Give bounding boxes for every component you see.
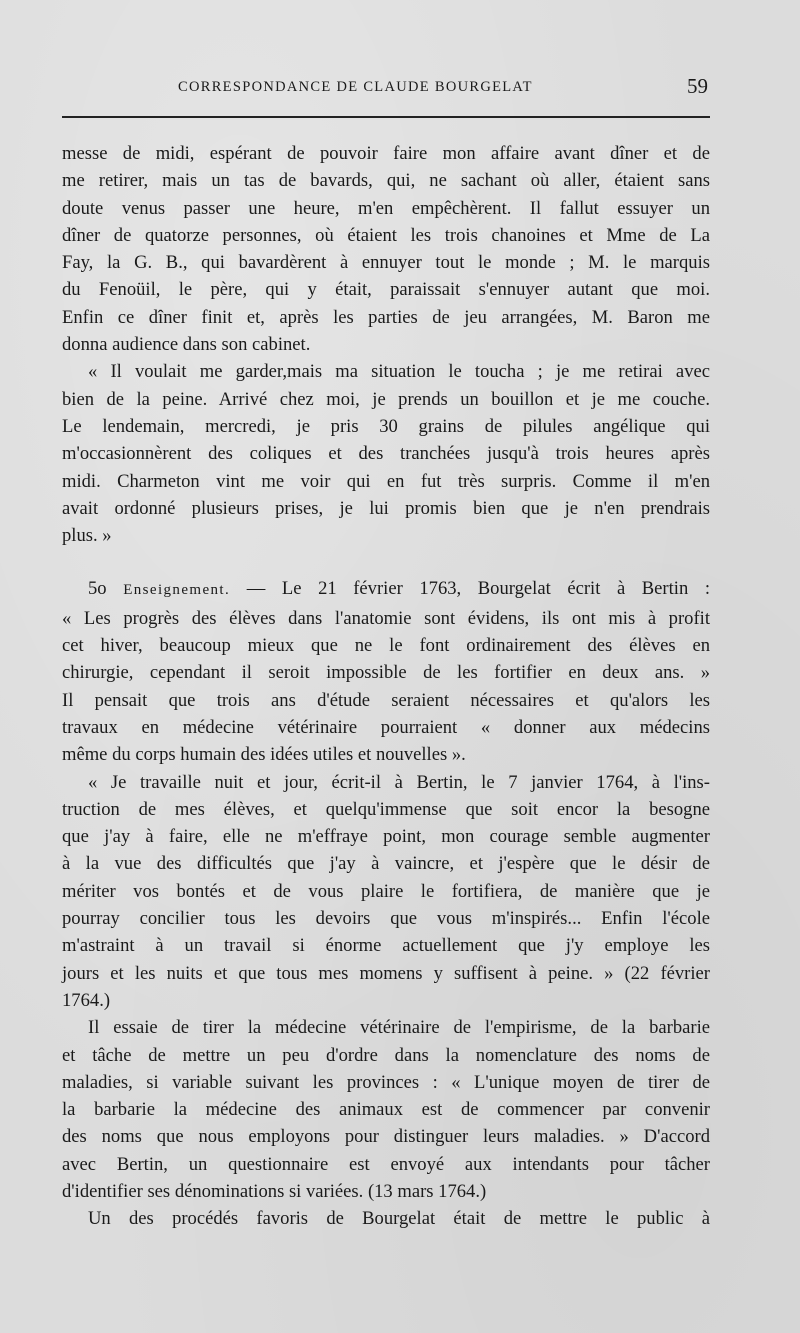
page-header (62, 76, 710, 102)
text-line: « Les progrès des élèves dans l'anatomie sont évidens, ils ont mis à profit (62, 607, 710, 629)
running-title: CORRESPONDANCE DE CLAUDE BOURGELAT (178, 79, 533, 95)
text-line: jours et les nuits et que tous mes momens y suffisent à peine. » (22 février (62, 962, 710, 984)
paragraph-4 (62, 769, 710, 1015)
section-heading: Enseignement. (123, 582, 231, 599)
paragraph-1 (62, 140, 710, 358)
text-line: Un des procédés favoris de Bourgelat était de mettre le public à (88, 1208, 710, 1230)
paragraph-6 (62, 1205, 710, 1232)
text-line: « Il voulait me garder,mais ma situation le toucha ; je me retirai avec (88, 361, 710, 383)
text-line: travaux en médecine vétérinaire pourraient « donner aux médecins (62, 716, 710, 738)
text-line: plus. » (62, 525, 112, 547)
text-line: midi. Charmeton vint me voir qui en fut très surpris. Comme il m'en (62, 470, 710, 492)
text-line: et tâche de mettre un peu d'ordre dans la nomenclature des noms de (62, 1044, 710, 1066)
text-line: la barbarie la médecine des animaux est de commencer par convenir (62, 1099, 710, 1121)
text-line: bien de la peine. Arrivé chez moi, je prends un bouillon et je me couche. (62, 388, 710, 410)
text-line: du Fenoüil, le père, qui y était, paraissait s'ennuyer autant que moi. (62, 279, 710, 301)
header-rule (62, 116, 710, 118)
text-line: 1764.) (62, 989, 111, 1011)
paragraph-5 (62, 1014, 710, 1205)
text-line: maladies, si variable suivant les provinces : « L'unique moyen de tirer de (62, 1071, 710, 1093)
text-line: chirurgie, cependant il seroit impossible de les fortifier en deux ans. » (62, 662, 710, 684)
text-line: me retirer, mais un tas de bavards, qui, ne sachant où aller, étaient sans (62, 170, 710, 192)
text-line: messe de midi, espérant de pouvoir faire mon affaire avant dîner et de (62, 143, 710, 164)
text-line: cet hiver, beaucoup mieux que ne le font ordinairement des élèves en (62, 635, 710, 657)
text-line: Fay, la G. B., qui bavardèrent à ennuyer tout le monde ; M. le marquis (62, 252, 710, 274)
text-line: mériter vos bontés et de vous plaire le fortifiera, de manière que je (62, 880, 710, 902)
text-line: Le lendemain, mercredi, je pris 30 grains de pilules angélique qui (62, 415, 710, 437)
text-line: avec Bertin, un questionnaire est envoyé aux intendants pour tâcher (62, 1153, 710, 1175)
body-text (62, 140, 710, 1233)
paragraph-2 (62, 358, 710, 549)
text-line: Enfin ce dîner finit et, après les parties de jeu arrangées, M. Baron me (62, 306, 710, 328)
text-line: avait ordonné plusieurs prises, je lui promis bien que je n'en prendrais (62, 497, 710, 519)
paragraph-enseignement (62, 575, 710, 768)
text-line: à la vue des difficultés que j'ay à vaincre, et j'espère que le désir de (62, 853, 710, 875)
text-line: m'astraint à un travail si énorme actuellement que j'y employe les (62, 935, 710, 957)
text-line (62, 575, 710, 604)
text-line: des noms que nous employons pour distinguer leurs maladies. » D'accord (62, 1126, 710, 1148)
page-number: 59 (687, 74, 708, 98)
text-line: pourray concilier tous les devoirs que vous m'inspirés... Enfin l'école (62, 908, 710, 930)
section-gap (62, 549, 710, 575)
text-line: que j'ay à faire, elle ne m'effraye point, mon courage semble augmenter (62, 826, 710, 848)
text-line: « Je travaille nuit et jour, écrit-il à Bertin, le 7 janvier 1764, à l'ins- (88, 771, 710, 793)
text-line: dîner de quatorze personnes, où étaient les trois chanoines et Mme de La (62, 224, 710, 246)
heading-rest: — Le 21 février 1763, Bourgelat écrit à Bertin : (230, 578, 711, 600)
text-line: truction de mes élèves, et quelqu'immense que soit encor la besogne (62, 798, 710, 820)
text-line: d'identifier ses dénominations si variées. (13 mars 1764.) (62, 1180, 487, 1202)
text-line: m'occasionnèrent des coliques et des tranchées jusqu'à trois heures après (62, 443, 710, 465)
text-line: Il essaie de tirer la médecine vétérinaire de l'empirisme, de la barbarie (88, 1017, 710, 1039)
text-line: même du corps humain des idées utiles et nouvelles ». (62, 744, 466, 766)
section-number: 5o (88, 578, 107, 600)
text-line: donna audience dans son cabinet. (62, 334, 311, 356)
text-line: doute venus passer une heure, m'en empêchèrent. Il fallut essuyer un (62, 197, 710, 219)
text-line: Il pensait que trois ans d'étude seraient nécessaires et qu'alors les (62, 689, 710, 711)
